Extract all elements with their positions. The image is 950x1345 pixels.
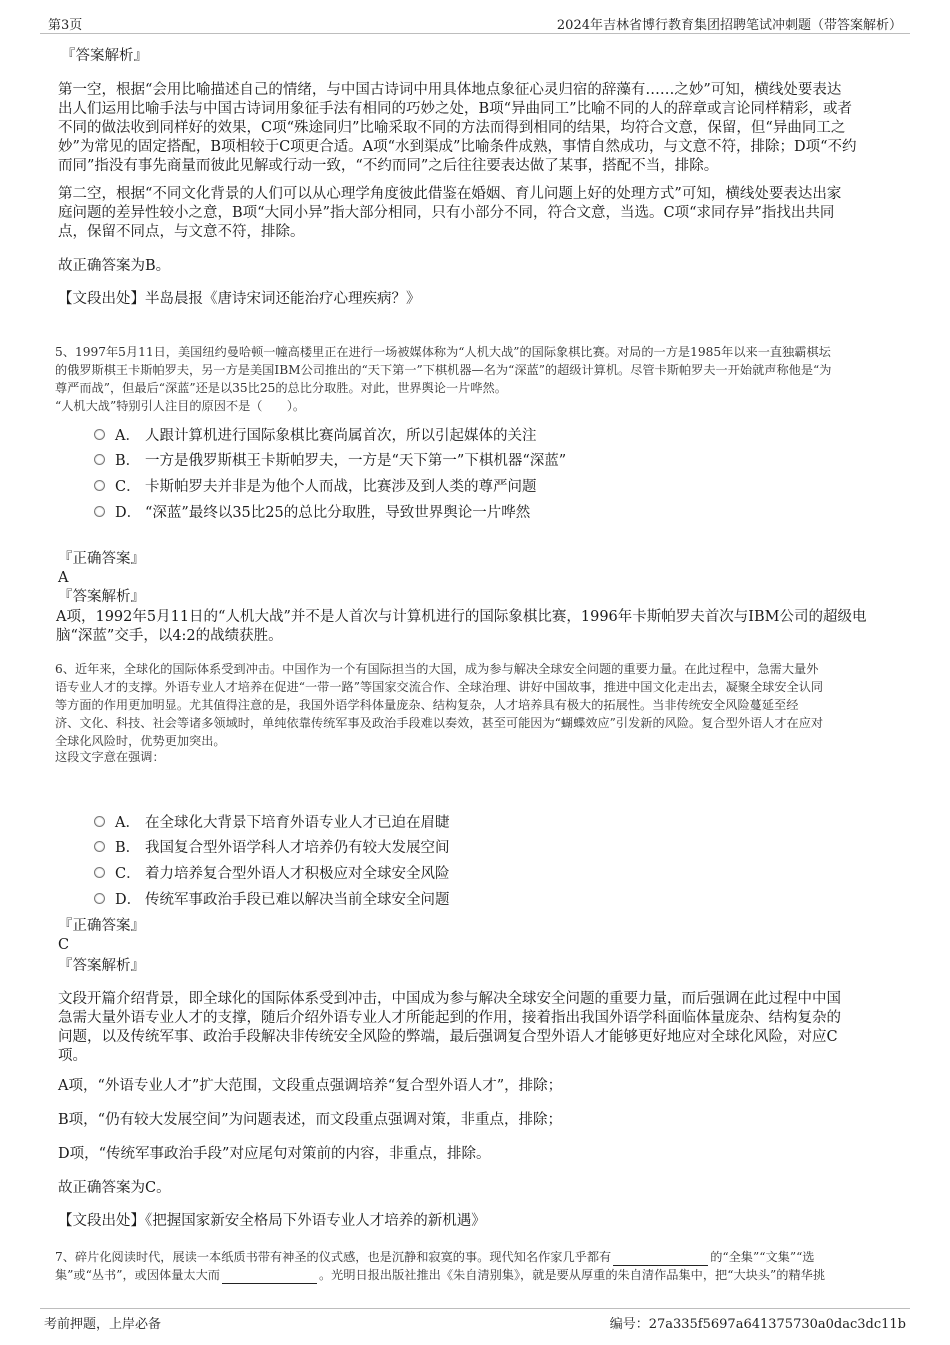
option-text: 一方是俄罗斯棋王卡斯帕罗夫，一方是“天下第一”下棋机器“深蓝” (145, 452, 567, 469)
radio-button[interactable] (94, 893, 105, 904)
text-line: 点，保留不同点，与文意不符，排除。 (58, 224, 305, 240)
q6-source: 【文段出处】《把握国家新安全格局下外语专业人才培养的新机遇》 (58, 1213, 486, 1229)
footer-doc-id: 编号：27a335f5697a641375730a0dac3dc11b (609, 1317, 906, 1332)
q6-stem (55, 660, 903, 750)
text-line: 第二空，根据“不同文化背景的人们可以从心理学角度彼此借鉴在婚姻、育儿问题上好的处理方式”可知，横线处要表达出家 (58, 186, 842, 202)
header-divider (40, 33, 910, 34)
text-line: “人机大战”特别引人注目的原因不是（ ）。 (55, 399, 306, 413)
text-segment: 集”或“丛书”，或因体量太大而 (55, 1268, 220, 1282)
text-line: 5、1997年5月11日，美国纽约曼哈顿一幢高楼里正在进行一场被媒体称为“人机大战”的国际象棋比赛。对局的一方是1985年以来一直独霸棋坛 (55, 345, 831, 359)
q6-option-b[interactable] (94, 836, 894, 856)
text-line: 项。 (58, 1048, 87, 1064)
text-line: 不同的做法收到同样好的效果，C项“殊途同归”比喻采取不同的方法而得到相同的结果，均符合文意，保留，但“异曲同工之 (58, 120, 846, 136)
text-line: 问题，以及传统军事、政治手段解决非传统安全风险的弊端，最后强调复合型外语人才能够更好地应对全球化风险，对应C (58, 1029, 838, 1045)
q5-stem (55, 343, 903, 415)
text-line: 全球化风险时，优势更加突出。 (55, 734, 226, 748)
radio-button[interactable] (94, 429, 105, 440)
q5-option-c[interactable] (94, 475, 894, 495)
q6-answer: C (58, 937, 70, 953)
q5-answer-label: 『正确答案』 (58, 551, 145, 567)
text-line: 济、文化、科技、社会等诸多领域时，单纯依靠传统军事及政治手段难以奏效，甚至可能因为“蝴蝶效应”引发新的风险。复合型外语人才在应对 (55, 716, 824, 730)
option-text: 在全球化大背景下培育外语专业人才已迫在眉睫 (145, 814, 450, 831)
text-line: 文段开篇介绍背景，即全球化的国际体系受到冲击，中国成为参与解决全球安全问题的重要力量，而后强调在此过程中中国 (58, 991, 841, 1007)
q4-analysis-p2 (58, 185, 900, 242)
footer-slogan: 考前押题，上岸必备 (44, 1317, 162, 1332)
text-line: 等方面的作用更加明显。尤其值得注意的是，我国外语学科体量庞杂、结构复杂，人才培养具有极大的拓展性。当非传统安全风险蔓延至经 (55, 698, 799, 712)
q5-option-b[interactable] (94, 449, 894, 469)
text-line: 出人们运用比喻手法与中国古诗词用象征手法有相同的巧妙之处，B项“异曲同工”比喻不同的人的辞章或言论同样精彩，或者 (58, 101, 852, 117)
text-line: 庭问题的差异性较小之意，B项“大同小异”指大部分相同，只有小部分不同，符合文意，当选。C项“求同存异”指找出共同 (58, 205, 835, 221)
text-line: 妙”为常见的固定搭配，B项相较于C项更合适。A项“水到渠成”比喻条件成熟，事情自然成功，与文意不符，排除；D项“不约 (58, 139, 857, 155)
q6-option-d[interactable] (94, 888, 894, 908)
q6-prompt: 这段文字意在强调： (55, 750, 165, 764)
q6-analysis-label: 『答案解析』 (58, 958, 145, 974)
text-line: 尊严而战”，但最后“深蓝”还是以35比25的总比分取胜。对此，世界舆论一片哗然。 (55, 381, 507, 395)
q6-explain-b: B项，“仍有较大发展空间”为问题表述，而文段重点强调对策，非重点，排除； (58, 1112, 562, 1128)
q4-analysis-label: 『答案解析』 (61, 48, 148, 64)
radio-button[interactable] (94, 506, 105, 517)
option-text: 人跟计算机进行国际象棋比赛尚属首次，所以引起媒体的关注 (145, 427, 537, 444)
document-title: 2024年吉林省博行教育集团招聘笔试冲刺题（带答案解析） (556, 18, 902, 33)
text-line (55, 1248, 903, 1266)
option-text: “深蓝”最终以35比25的总比分取胜，导致世界舆论一片哗然 (145, 504, 531, 521)
q4-analysis-p1 (58, 81, 900, 176)
q6-analysis (58, 990, 900, 1066)
option-letter: D． (115, 891, 142, 908)
q5-analysis (56, 608, 898, 646)
q6-explain-a: A项，“外语专业人才”扩大范围，文段重点强调培养“复合型外语人才”，排除； (58, 1078, 563, 1094)
text-line: 的俄罗斯棋王卡斯帕罗夫，另一方是美国IBM公司推出的“天下第一”下棋机器—名为“深蓝”的超级计算机。尽管卡斯帕罗夫一开始就声称他是“为 (55, 363, 832, 377)
text-line: 脑“深蓝”交手，以4:2的战绩获胜。 (56, 628, 283, 644)
text-line: 语专业人才的支撑。外语专业人才培养在促进“一带一路”等国家交流合作、全球治理、讲好中国故事，推进中国文化走出去，凝聚全球安全认同 (55, 680, 824, 694)
q4-source: 【文段出处】半岛晨报《唐诗宋词还能治疗心理疾病？》 (58, 291, 421, 307)
option-letter: C． (115, 865, 141, 882)
q6-answer-label: 『正确答案』 (58, 918, 145, 934)
option-letter: B． (115, 839, 141, 856)
text-line: 6、近年来，全球化的国际体系受到冲击。中国作为一个有国际担当的大国，成为参与解决全球安全问题的重要力量。在此过程中，急需大量外 (55, 662, 819, 676)
radio-button[interactable] (94, 454, 105, 465)
text-line: 而同”指没有事先商量而彼此见解或行动一致，“不约而同”之后往往要表达做了某事，搭配不当，排除。 (58, 158, 719, 174)
option-text: 我国复合型外语学科人才培养仍有较大发展空间 (145, 839, 450, 856)
text-line (55, 1266, 903, 1284)
option-letter: A． (115, 427, 140, 444)
q6-option-a[interactable] (94, 811, 894, 831)
option-letter: B． (115, 452, 141, 469)
q6-option-c[interactable] (94, 862, 894, 882)
radio-button[interactable] (94, 867, 105, 878)
footer-divider (40, 1308, 910, 1309)
option-text: 卡斯帕罗夫并非是为他个人而战，比赛涉及到人类的尊严问题 (145, 478, 537, 495)
option-text: 传统军事政治手段已难以解决当前全球安全问题 (145, 891, 450, 908)
option-letter: C． (115, 478, 141, 495)
text-line: A项，1992年5月11日的“人机大战”并不是人首次与计算机进行的国际象棋比赛，1996年卡斯帕罗夫首次与IBM公司的超级电 (56, 609, 867, 625)
text-segment: 7、碎片化阅读时代，展读一本纸质书带有神圣的仪式感，也是沉静和寂寞的事。现代知名作家几乎都有 (55, 1250, 612, 1264)
q6-conclusion: 故正确答案为C。 (58, 1180, 171, 1196)
q5-option-a[interactable] (94, 424, 894, 444)
radio-button[interactable] (94, 480, 105, 491)
q5-answer: A (58, 570, 69, 586)
option-letter: A． (115, 814, 140, 831)
text-segment: 的“全集”“文集”“选 (710, 1250, 815, 1264)
q5-analysis-label: 『答案解析』 (58, 589, 145, 605)
radio-button[interactable] (94, 841, 105, 852)
option-text: 着力培养复合型外语人才积极应对全球安全风险 (145, 865, 450, 882)
text-line: 急需大量外语专业人才的支撑，随后介绍外语专业人才所能起到的作用，接着指出我国外语学科面临体量庞杂、结构复杂的 (58, 1010, 841, 1026)
fill-blank (222, 1269, 317, 1284)
text-line: 第一空，根据“会用比喻描述自己的情绪，与中国古诗词中用具体地点象征心灵归宿的辞藻有……之妙”可知，横线处要表达 (58, 82, 842, 98)
q4-conclusion: 故正确答案为B。 (58, 258, 171, 274)
text-segment: 。光明日报出版社推出《朱自清别集》，就是要从厚重的朱自清作品集中，把“大块头”的精华挑 (318, 1268, 826, 1282)
q7-stem (55, 1248, 903, 1284)
option-letter: D． (115, 504, 142, 521)
fill-blank (613, 1251, 708, 1266)
page-number: 第3页 (48, 18, 83, 33)
q6-explain-d: D项，“传统军事政治手段”对应尾句对策前的内容，非重点，排除。 (58, 1146, 491, 1162)
radio-button[interactable] (94, 816, 105, 827)
q5-option-d[interactable] (94, 501, 894, 521)
